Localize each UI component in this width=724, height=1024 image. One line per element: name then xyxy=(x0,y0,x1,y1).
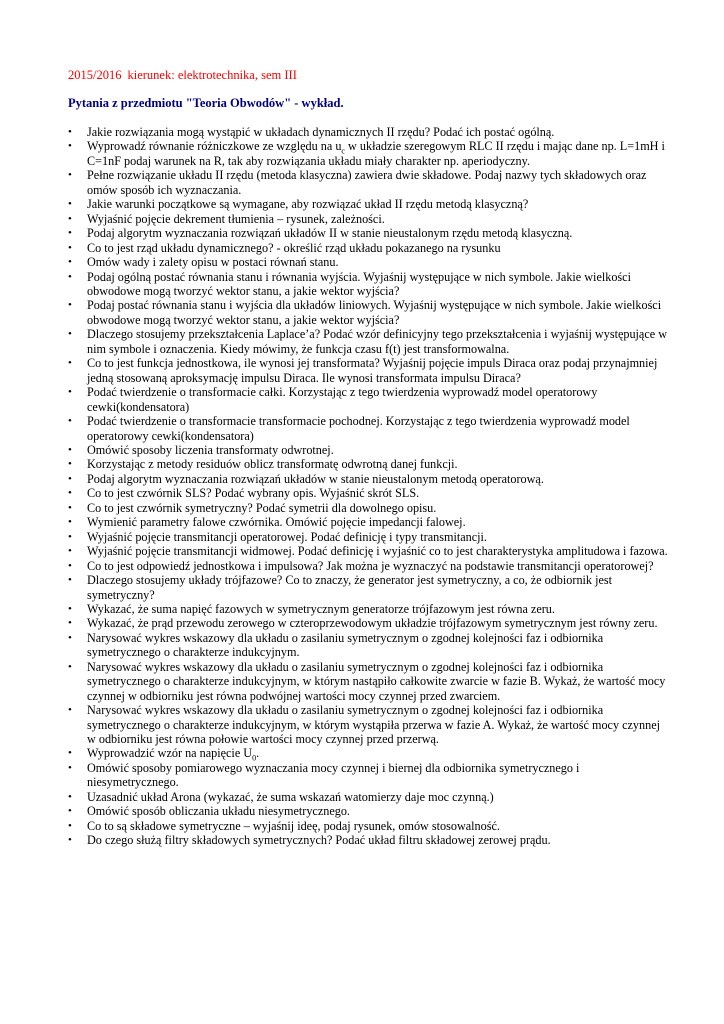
question-item xyxy=(68,125,668,139)
bullet-icon: • xyxy=(68,631,72,644)
bullet-icon: • xyxy=(68,328,72,341)
question-item xyxy=(68,212,668,226)
question-text: Do czego służą filtry składowych symetrycznych? Podać układ filtru składowej zerowej prądu. xyxy=(87,833,551,848)
question-item xyxy=(68,197,668,211)
question-item xyxy=(68,559,668,573)
course-header xyxy=(68,68,297,83)
subscript: c xyxy=(341,146,345,156)
bullet-icon: • xyxy=(68,140,72,153)
bullet-icon: • xyxy=(68,559,72,572)
question-item xyxy=(68,168,668,197)
question-item xyxy=(68,602,668,616)
question-item xyxy=(68,616,668,630)
bullet-icon: • xyxy=(68,704,72,717)
question-item xyxy=(68,631,668,660)
bullet-icon: • xyxy=(68,805,72,818)
question-text: Uzasadnić układ Arona (wykazać, że suma wskazań watomierzy daje moc czynną.) xyxy=(87,789,494,804)
question-item xyxy=(68,486,668,500)
bullet-icon: • xyxy=(68,227,72,240)
bullet-icon: • xyxy=(68,126,72,138)
academic-year: 2015/2016 xyxy=(68,68,122,82)
question-item xyxy=(68,356,668,385)
question-item xyxy=(68,819,668,833)
question-item xyxy=(68,703,668,746)
bullet-icon: • xyxy=(68,241,72,254)
question-text: Wyjaśnić pojęcie dekrement tłumienia – rysunek, zależności. xyxy=(87,211,385,226)
question-item xyxy=(68,298,668,327)
question-text: Co to jest funkcja jednostkowa, ile wynosi jej transformata? Wyjaśnij pojęcie impuls Diraca oraz podaj przynajmniej jedną stosowaną aproksymację impulsu Diraca. Ile wynosi transformata impulsu Diraca? xyxy=(87,356,658,385)
bullet-icon: • xyxy=(68,270,72,283)
question-item xyxy=(68,241,668,255)
question-item xyxy=(68,761,668,790)
bullet-icon: • xyxy=(68,501,72,514)
question-item xyxy=(68,833,668,847)
bullet-icon: • xyxy=(68,617,72,630)
bullet-icon: • xyxy=(68,761,72,774)
question-item xyxy=(68,139,668,168)
bullet-icon: • xyxy=(68,747,72,760)
question-text: Podaj algorytm wyznaczania rozwiązań układów w stanie nieustalonym metodą operatorową. xyxy=(87,471,544,486)
bullet-icon: • xyxy=(68,357,72,370)
question-text: Jakie warunki początkowe są wymagane, aby rozwiązać układ II rzędu metodą klasyczną? xyxy=(87,197,529,212)
bullet-icon: • xyxy=(68,834,72,847)
question-item xyxy=(68,414,668,443)
bullet-icon: • xyxy=(68,472,72,485)
bullet-icon: • xyxy=(68,516,72,529)
question-text: Pełne rozwiązanie układu II rzędu (metoda klasyczna) zawiera dwie składowe. Podaj nazwy tych składowych oraz omów sposób ich wyznaczania. xyxy=(87,168,647,197)
question-text: Wyjaśnić pojęcie transmitancji widmowej. Podać definicję i wyjaśnić co to jest charakterystyka amplitudowa i fazowa. xyxy=(87,544,668,559)
document-title: Pytania z przedmiotu "Teoria Obwodów" - wykład. xyxy=(68,96,344,110)
question-text: Co to są składowe symetryczne – wyjaśnij ideę, podaj rysunek, omów stosowalność. xyxy=(87,818,500,833)
question-text: Omówić sposoby liczenia transformaty odwrotnej. xyxy=(87,442,334,457)
bullet-icon: • xyxy=(68,299,72,312)
bullet-icon: • xyxy=(68,819,72,832)
subscript: 0 xyxy=(252,753,257,763)
bullet-icon: • xyxy=(68,458,72,471)
question-item xyxy=(68,515,668,529)
bullet-icon: • xyxy=(68,443,72,456)
question-text: Wyprowadzić wzór na napięcie $U_0$. xyxy=(87,746,260,763)
question-item xyxy=(68,270,668,299)
question-item xyxy=(68,226,668,240)
question-item xyxy=(68,660,668,703)
question-item xyxy=(68,544,668,558)
course-info: kierunek: elektrotechnika, sem III xyxy=(127,68,297,82)
questions-list xyxy=(68,125,668,848)
bullet-icon: • xyxy=(68,415,72,428)
bullet-icon: • xyxy=(68,487,72,500)
question-text: Narysować wykres wskazowy dla układu o zasilaniu symetrycznym o zgodnej kolejności faz i odbiornika symetrycznego o charakterze indukcyjnym, w którym nastąpiło całkowite zwarcie w fazie B. Wykaż, że wartość mocy czynnej w odbiorniku jest równa podwójnej wartości mocy czynnej przed zwarciem. xyxy=(87,659,666,703)
question-text: Podać twierdzenie o transformacie całki. Korzystając z tego twierdzenia wyprowadź model operatorowy cewki(kondensatora) xyxy=(87,385,598,414)
question-item xyxy=(68,443,668,457)
question-item xyxy=(68,790,668,804)
bullet-icon: • xyxy=(68,545,72,558)
question-text: Korzystając z metody residuów oblicz transformatę odwrotną danej funkcji. xyxy=(87,457,458,472)
bullet-icon: • xyxy=(68,198,72,211)
question-item xyxy=(68,457,668,471)
question-text: Co to jest czwórnik symetryczny? Podać symetrii dla dowolnego opisu. xyxy=(87,500,437,515)
question-text: Narysować wykres wskazowy dla układu o zasilaniu symetrycznym o zgodnej kolejności faz i odbiornika symetrycznego o charakterze indukcyjnym. xyxy=(87,630,604,660)
question-text: Wyprowadź równanie różniczkowe ze względu na $u_c$ w układzie szeregowym RLC II rzędu i mając dane np. L=1mH i C=1nF podaj warunek na R, tak aby rozwiązania układu miały charakter np. aperiodyczny. xyxy=(87,139,665,168)
question-text: Co to jest czwórnik SLS? Podać wybrany opis. Wyjaśnić skrót SLS. xyxy=(87,486,420,501)
bullet-icon: • xyxy=(68,530,72,543)
question-item xyxy=(68,385,668,414)
question-text: Omówić sposób obliczania układu niesymetrycznego. xyxy=(87,804,350,819)
bullet-icon: • xyxy=(68,574,72,587)
question-text: Podaj postać równania stanu i wyjścia dla układów liniowych. Wyjaśnij występujące w nich symbole. Jakie wielkości obwodowe mogą tworzyć wektor stanu, a jakie wektor wyjścia? xyxy=(87,298,662,327)
question-text: Omówić sposoby pomiarowego wyznaczania mocy czynnej i biernej dla odbiornika symetrycznego i niesymetrycznego. xyxy=(87,760,580,790)
question-item xyxy=(68,530,668,544)
question-text: Podać twierdzenie o transformacie transformacie pochodnej. Korzystając z tego twierdzenia wyprowadź model operatorowy cewki(kondensatora) xyxy=(87,414,630,443)
bullet-icon: • xyxy=(68,602,72,615)
question-item xyxy=(68,573,668,602)
question-item xyxy=(68,327,668,356)
question-text: Jakie rozwiązania mogą wystąpić w układach dynamicznych II rzędu? Podać ich postać ogólną. xyxy=(87,125,555,139)
question-item xyxy=(68,255,668,269)
question-text: Wyjaśnić pojęcie transmitancji operatorowej. Podać definicję i typy transmitancji. xyxy=(87,529,487,544)
question-text: Dlaczego stosujemy układy trójfazowe? Co to znaczy, że generator jest symetryczny, a co, że odbiornik jest symetryczny? xyxy=(87,573,612,602)
question-item xyxy=(68,472,668,486)
bullet-icon: • xyxy=(68,169,72,182)
question-text: Wykazać, że prąd przewodu zerowego w czteroprzewodowym układzie trójfazowym symetrycznym jest równy zeru. xyxy=(87,616,658,631)
bullet-icon: • xyxy=(68,790,72,803)
question-text: Podaj ogólną postać równania stanu i równania wyjścia. Wyjaśnij występujące w nich symbole. Jakie wielkości obwodowe mogą tworzyć wektor stanu, a jakie wektor wyjścia? xyxy=(87,269,631,298)
bullet-icon: • xyxy=(68,386,72,399)
question-text: Wymienić parametry falowe czwórnika. Omówić pojęcie impedancji falowej. xyxy=(87,515,466,530)
question-text: Dlaczego stosujemy przekształcenia Laplace’a? Podać wzór definicyjny tego przekształcenia i wyjaśnij występujące w nim symbole i oznaczenia. Kiedy mówimy, że funkcja czasu f(t) jest transformowalna. xyxy=(87,327,668,356)
question-item xyxy=(68,746,668,763)
bullet-icon: • xyxy=(68,256,72,269)
question-text: Co to jest rząd układu dynamicznego? - określić rząd układu pokazanego na rysunku xyxy=(87,240,501,255)
question-item xyxy=(68,501,668,515)
question-item xyxy=(68,804,668,818)
question-text: Omów wady i zalety opisu w postaci równań stanu. xyxy=(87,255,339,270)
question-text: Narysować wykres wskazowy dla układu o zasilaniu symetrycznym o zgodnej kolejności faz i odbiornika symetrycznego o charakterze indukcyjnym, w którym wystąpiła przerwa w fazie A. Wykaż, że wartość mocy czynnej w odbiorniku jest równa połowie wartości mocy czynnej przed przerwą. xyxy=(87,703,660,747)
question-text: Podaj algorytm wyznaczania rozwiązań układów II w stanie nieustalonym rzędu metodą klasyczną. xyxy=(87,226,573,241)
bullet-icon: • xyxy=(68,212,72,225)
question-text: Wykazać, że suma napięć fazowych w symetrycznym generatorze trójfazowym jest równa zeru. xyxy=(87,601,555,616)
question-text: Co to jest odpowiedź jednostkowa i impulsowa? Jak można je wyznaczyć na podstawie transmitancji operatorowej? xyxy=(87,558,654,573)
bullet-icon: • xyxy=(68,660,72,673)
